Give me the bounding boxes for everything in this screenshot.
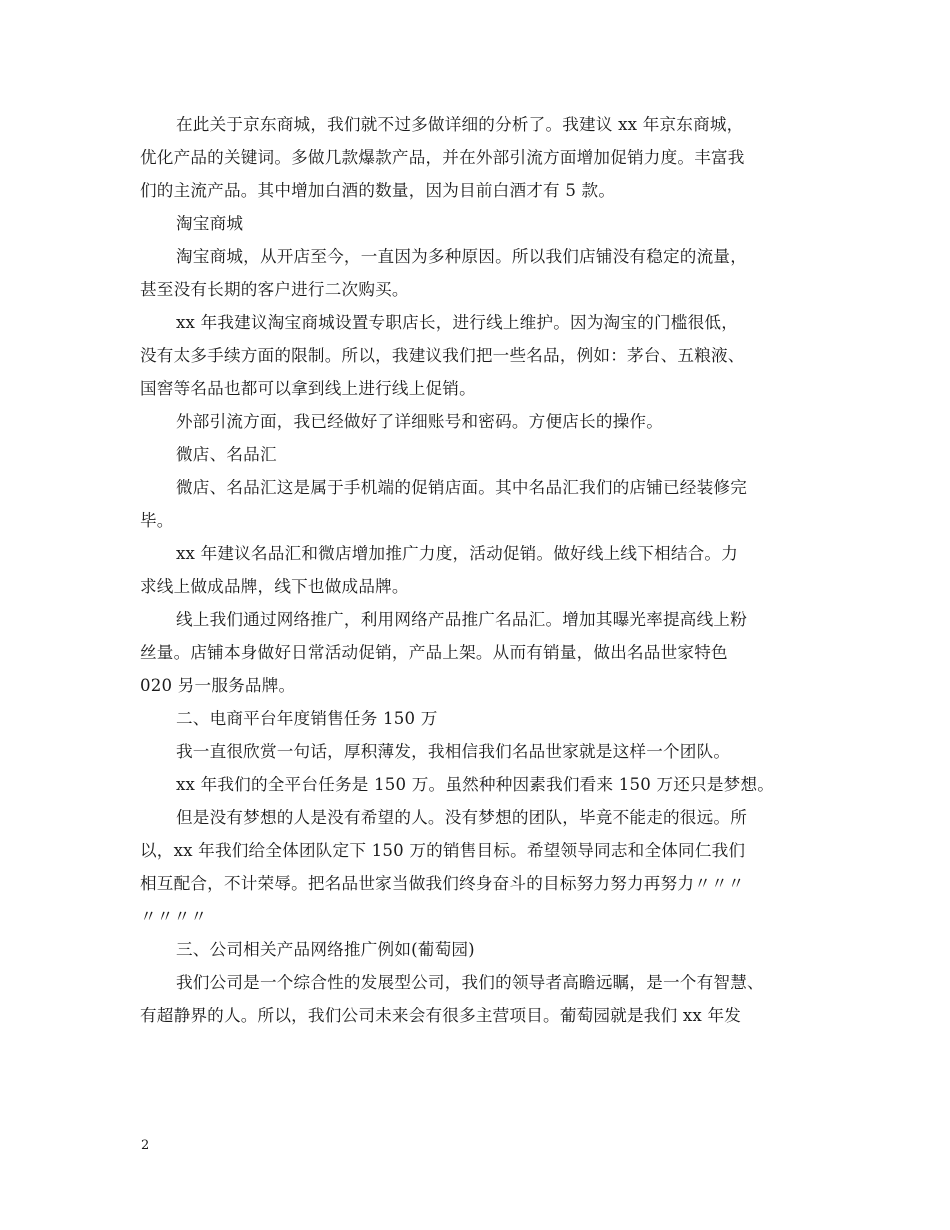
text-line: 但是没有梦想的人是没有希望的人。没有梦想的团队，毕竟不能走的很远。所 bbox=[176, 808, 747, 827]
section-heading: 微店、名品汇 bbox=[176, 445, 277, 464]
section-heading: 三、公司相关产品网络推广例如(葡萄园) bbox=[176, 940, 475, 959]
section-heading: 淘宝商城 bbox=[176, 214, 244, 233]
text-line: 相互配合，不计荣辱。把名品世家当做我们终身奋斗的目标努力努力再努力〃〃〃 bbox=[140, 874, 745, 893]
text-line: 没有太多手续方面的限制。所以，我建议我们把一些名品，例如：茅台、五粮液、 bbox=[140, 346, 745, 365]
text-line: 微店、名品汇这是属于手机端的促销店面。其中名品汇我们的店铺已经装修完 bbox=[176, 478, 747, 497]
text-line: 甚至没有长期的客户进行二次购买。 bbox=[140, 280, 409, 299]
text-line: 优化产品的关键词。多做几款爆款产品，并在外部引流方面增加促销力度。丰富我 bbox=[140, 148, 745, 167]
text-line: 淘宝商城，从开店至今，一直因为多种原因。所以我们店铺没有稳定的流量， bbox=[176, 247, 747, 266]
text-line: 我们公司是一个综合性的发展型公司，我们的领导者高瞻远瞩，是一个有智慧、 bbox=[176, 973, 764, 992]
text-line: 我一直很欣赏一句话，厚积薄发，我相信我们名品世家就是这样一个团队。 bbox=[176, 742, 731, 761]
text-line: 丝量。店铺本身做好日常活动促销，产品上架。从而有销量，做出名品世家特色 bbox=[140, 643, 728, 662]
text-line: 020 另一服务品牌。 bbox=[140, 676, 296, 695]
page-number: 2 bbox=[141, 1138, 150, 1153]
text-line: 线上我们通过网络推广，利用网络产品推广名品汇。增加其曝光率提高线上粉 bbox=[176, 610, 747, 629]
text-line: 〃〃〃〃 bbox=[140, 907, 208, 926]
text-line: 有超静界的人。所以，我们公司未来会有很多主营项目。葡萄园就是我们 xx 年发 bbox=[140, 1006, 742, 1025]
text-line: 求线上做成品牌，线下也做成品牌。 bbox=[140, 577, 409, 596]
section-heading: 二、电商平台年度销售任务 150 万 bbox=[176, 709, 438, 728]
text-line: xx 年我建议淘宝商城设置专职店长，进行线上维护。因为淘宝的门槛很低， bbox=[176, 313, 738, 332]
text-line: 在此关于京东商城，我们就不过多做详细的分析了。我建议 xx 年京东商城， bbox=[176, 115, 744, 134]
text-line: 国窖等名品也都可以拿到线上进行线上促销。 bbox=[140, 379, 476, 398]
text-line: 外部引流方面，我已经做好了详细账号和密码。方便店长的操作。 bbox=[176, 412, 664, 431]
text-line: 们的主流产品。其中增加白酒的数量，因为目前白酒才有 5 款。 bbox=[140, 181, 616, 200]
text-line: 以，xx 年我们给全体团队定下 150 万的销售目标。希望领导同志和全体同仁我们 bbox=[140, 841, 746, 860]
text-line: xx 年我们的全平台任务是 150 万。虽然种种因素我们看来 150 万还只是梦想。 bbox=[176, 775, 775, 794]
text-line: 毕。 bbox=[140, 511, 174, 530]
text-line: xx 年建议名品汇和微店增加推广力度，活动促销。做好线上线下相结合。力 bbox=[176, 544, 738, 563]
